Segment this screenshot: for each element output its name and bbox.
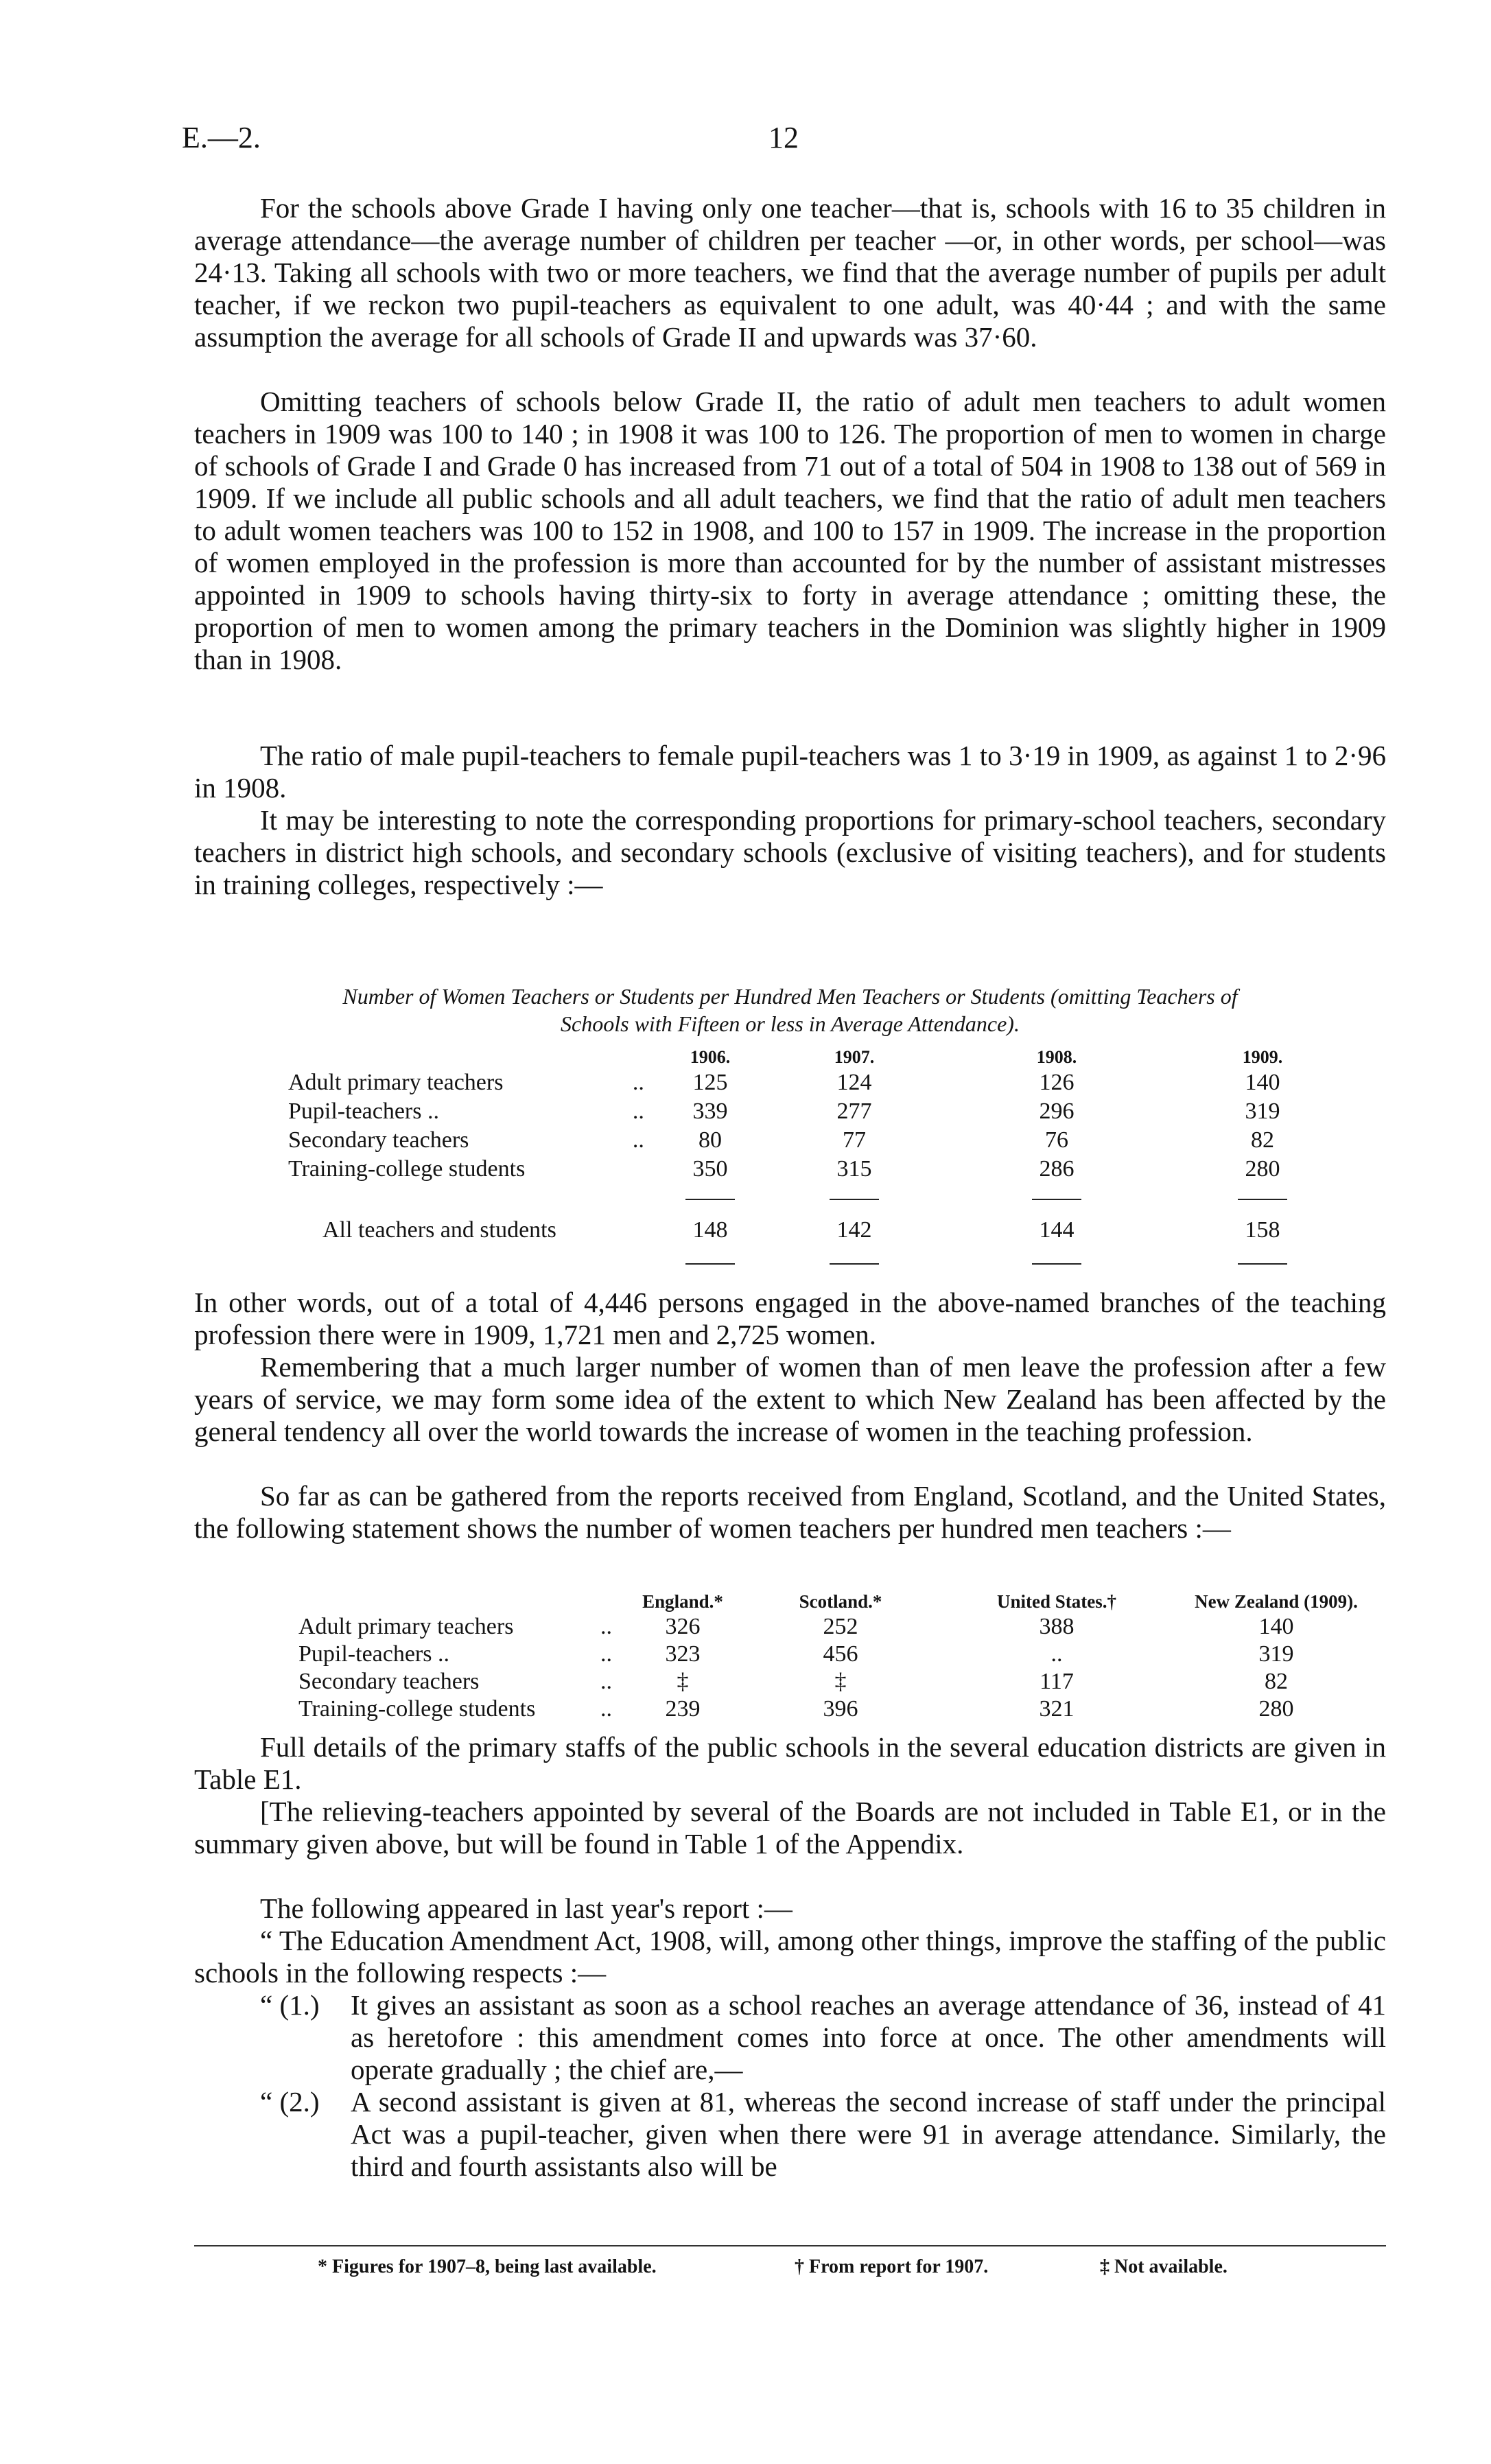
table-row: [288, 1097, 1365, 1126]
table-caption: [194, 983, 1386, 1037]
women-per-hundred-men-table: [288, 1046, 1365, 1277]
table-cell: 252: [823, 1614, 858, 1639]
table-cell: 82: [1251, 1127, 1274, 1153]
year-header: 1908.: [1036, 1047, 1077, 1067]
table-cell: 124: [836, 1070, 872, 1095]
row-leader: ..: [600, 1614, 612, 1639]
row-label: Training-college students: [298, 1696, 536, 1722]
row-label: Secondary teachers: [298, 1669, 480, 1694]
table-cell: ‡: [834, 1669, 847, 1694]
list-item-number: “ (2.): [260, 2086, 320, 2117]
column-header: England.*: [642, 1591, 723, 1612]
table-cell: 319: [1245, 1099, 1280, 1124]
table-cell: 140: [1245, 1070, 1280, 1095]
table-cell: 117: [1040, 1669, 1074, 1694]
table-caption-line-1: Number of Women Teachers or Students per Hundred Men Teachers or Students (omitting Teachers of: [342, 984, 1238, 1009]
column-header: United States.†: [997, 1591, 1116, 1612]
row-label: Adult primary teachers: [298, 1614, 514, 1639]
footnote: * Figures for 1907–8, being last available.: [318, 2256, 657, 2277]
table-cell: 286: [1039, 1156, 1075, 1182]
total-row: [288, 1212, 1365, 1248]
column-header: Scotland.*: [799, 1591, 882, 1612]
table-header-row: [288, 1046, 1365, 1068]
table-cell: 239: [665, 1696, 701, 1722]
table-cell: 140: [1258, 1614, 1294, 1639]
table-cell: 396: [823, 1696, 858, 1722]
table-cell: 125: [692, 1070, 728, 1095]
report-reference: E.—2.: [182, 121, 261, 154]
footnote: ‡ Not available.: [1100, 2256, 1228, 2277]
paragraph-amendment-act: “ The Education Amendment Act, 1908, will, among other things, improve the staffing of the public schools in the following respects :—: [194, 1925, 1386, 1988]
page-header: [182, 120, 1309, 161]
paragraph-remembering: Remembering that a much larger number of women than of men leave the profession after a few years of service, we may form some idea of the extent to which New Zealand has been affected by the general tendency all over the world towards the increase of women in the teaching profession.: [194, 1351, 1386, 1447]
sum-rule: [1238, 1199, 1287, 1200]
row-label: Pupil-teachers ..: [298, 1641, 449, 1667]
footnote-rule: [194, 2245, 1386, 2246]
sum-rule: [830, 1263, 879, 1265]
paragraph-full-details: Full details of the primary staffs of the public schools in the several education districts are given in Table E1.: [194, 1731, 1386, 1795]
sum-rule: [1238, 1263, 1287, 1265]
row-leader: ..: [600, 1669, 612, 1694]
table-cell: ‡: [677, 1669, 689, 1694]
table-cell: 77: [843, 1127, 866, 1153]
sum-rule: [685, 1263, 735, 1265]
footnote: † From report for 1907.: [795, 2256, 989, 2277]
total-rule-row: [288, 1184, 1365, 1212]
table-cell: 80: [698, 1127, 722, 1153]
total-cell: 148: [692, 1217, 728, 1243]
list-item-text: It gives an assistant as soon as a school reaches an average attendance of 36, instead of 41 as heretofore : this amendment comes into force at once. The other amendments will operate gradually ; the chief are,—: [351, 1989, 1386, 2085]
year-header: 1909.: [1242, 1047, 1283, 1067]
total-cell: 158: [1245, 1217, 1280, 1243]
table-cell: 315: [836, 1156, 872, 1182]
row-label: Secondary teachers: [288, 1127, 469, 1153]
table-cell: 280: [1245, 1156, 1280, 1182]
table-cell: 388: [1039, 1614, 1075, 1639]
table-cell: 350: [692, 1156, 728, 1182]
row-label: Adult primary teachers: [288, 1070, 504, 1095]
table-cell: 296: [1039, 1099, 1075, 1124]
list-item: [194, 2086, 1386, 2183]
total-cell: 142: [836, 1217, 872, 1243]
paragraph-ratio-men-women: Omitting teachers of schools below Grade II, the ratio of adult men teachers to adult women teachers in 1909 was 100 to 140 ; in 1908 it was 100 to 126. The proportion of men to women in charge of schools of Grade I and Grade 0 has increased from 71 out of a total of 504 in 1908 to 138 out of 569 in 1909. If we include all public schools and all adult teachers, we find that the ratio of adult men teachers to adult women teachers was 100 to 152 in 1908, and 100 to 157 in 1909. The increase in the proportion of women employed in the profession is more than accounted for by the number of assistant mistresses appointed in 1909 to schools having thirty-six to forty in average attendance ; omitting these, the proportion of men to women among the primary teachers in the Dominion was slightly higher in 1909 than in 1908.: [194, 386, 1386, 675]
row-leader: ..: [600, 1641, 612, 1667]
table-cell: 319: [1258, 1641, 1294, 1667]
paragraph-relieving-teachers: [The relieving-teachers appointed by several of the Boards are not included in Table E1, or in the summary given above, but will be found in Table 1 of the Appendix.: [194, 1796, 1386, 1859]
column-header: New Zealand (1909).: [1195, 1591, 1358, 1612]
row-label: Pupil-teachers ..: [288, 1099, 439, 1124]
page-number: 12: [768, 121, 799, 154]
table-row: [298, 1613, 1386, 1641]
paragraph-total-persons: In other words, out of a total of 4,446 persons engaged in the above-named branches of the teaching profession there were in 1909, 1,721 men and 2,725 women.: [194, 1287, 1386, 1350]
year-header: 1906.: [690, 1047, 731, 1067]
table-caption-line-2: Schools with Fifteen or less in Average Attendance).: [561, 1011, 1020, 1036]
sum-rule: [685, 1199, 735, 1200]
total-rule-row: [288, 1248, 1365, 1277]
sum-rule: [1032, 1263, 1081, 1265]
paragraph-corresponding-proportions: It may be interesting to note the corresponding proportions for primary-school teachers, secondary teachers in district high schools, and secondary schools (exclusive of visiting teachers), and for students in training colleges, respectively :—: [194, 804, 1386, 900]
paragraph-one-teacher-schools: For the schools above Grade I having only one teacher—that is, schools with 16 to 35 children in average attendance—the average number of children per teacher —or, in other words, per school—was 24·13. Taking all schools with two or more teachers, we find that the average number of pupils per adult teacher, if we reckon two pupil-teachers as equivalent to one adult, was 40·44 ; and with the same assumption the average for all schools of Grade II and upwards was 37·60.: [194, 192, 1386, 353]
table-cell: 323: [665, 1641, 701, 1667]
sum-rule: [830, 1199, 879, 1200]
table-row: [298, 1696, 1386, 1723]
year-header: 1907.: [834, 1047, 875, 1067]
table-cell: 339: [692, 1099, 728, 1124]
list-item: [194, 1989, 1386, 2086]
row-leader: ..: [632, 1070, 644, 1095]
table-row: [298, 1641, 1386, 1668]
table-cell: 126: [1039, 1070, 1075, 1095]
international-comparison-table: [298, 1590, 1386, 1723]
list-item-number: “ (1.): [260, 1989, 320, 2021]
table-row: [288, 1155, 1365, 1184]
table-cell: 277: [836, 1099, 872, 1124]
paragraph-following-appeared: The following appeared in last year's report :—: [260, 1892, 793, 1924]
total-cell: 144: [1039, 1217, 1075, 1243]
total-label: All teachers and students: [322, 1217, 556, 1243]
table-cell: 326: [665, 1614, 701, 1639]
table-row: [298, 1668, 1386, 1696]
table-header-row: [298, 1590, 1386, 1613]
table-cell: 76: [1045, 1127, 1068, 1153]
table-row: [288, 1126, 1365, 1155]
sum-rule: [1032, 1199, 1081, 1200]
paragraph-pupil-teacher-ratio: The ratio of male pupil-teachers to female pupil-teachers was 1 to 3·19 in 1909, as against 1 to 2·96 in 1908.: [194, 740, 1386, 803]
list-item-text: A second assistant is given at 81, whereas the second increase of staff under the principal Act was a pupil-teacher, given when there were 91 in average attendance. Similarly, the third and fourth assistants also will be: [351, 2086, 1386, 2182]
table-cell: ..: [1050, 1641, 1063, 1667]
row-leader: [633, 1155, 666, 1184]
row-leader: ..: [600, 1696, 612, 1722]
table-cell: 456: [823, 1641, 858, 1667]
row-leader: ..: [632, 1099, 644, 1124]
table-cell: 321: [1039, 1696, 1075, 1722]
table-row: [288, 1068, 1365, 1097]
table-cell: 280: [1258, 1696, 1294, 1722]
table-cell: 82: [1265, 1669, 1288, 1694]
row-label: Training-college students: [288, 1156, 526, 1182]
paragraph-so-far: So far as can be gathered from the reports received from England, Scotland, and the United States, the following statement shows the number of women teachers per hundred men teachers :—: [194, 1480, 1386, 1544]
row-leader: ..: [632, 1127, 644, 1153]
